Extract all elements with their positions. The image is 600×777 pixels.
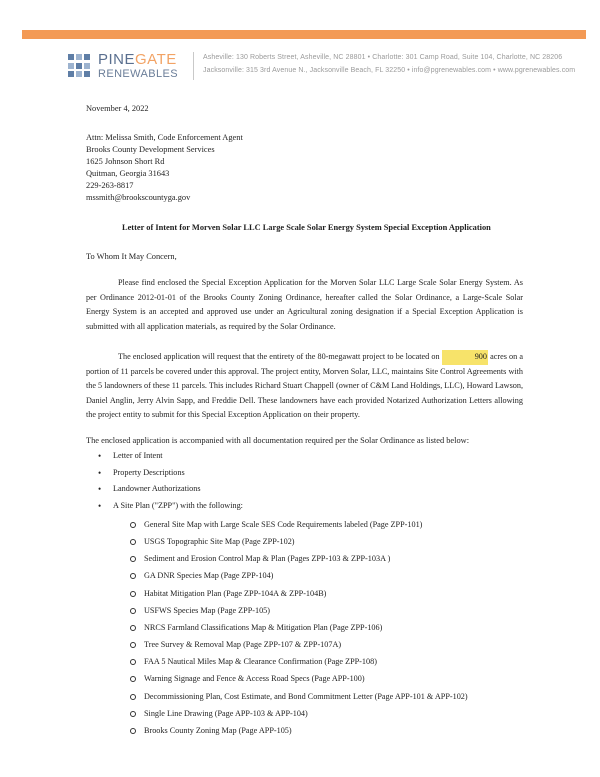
list-item: USFWS Species Map (Page ZPP-105) [128, 602, 468, 619]
paragraph-documentation: The enclosed application is accompanied with all documentation required per the Solar Ordinance as listed below: [86, 436, 470, 445]
list-item: GA DNR Species Map (Page ZPP-104) [128, 567, 468, 584]
recipient-email: mssmith@brookscountyga.gov [86, 193, 191, 202]
paragraph-project-text: The enclosed application will request that the entirety of the 80-megawatt project to be located on [118, 352, 442, 361]
header-address-line-1: Asheville: 130 Roberts Street, Asheville, NC 28801 • Charlotte: 301 Camp Road, Suite 104, Charlotte, NC 28206 [203, 54, 563, 61]
list-item: Sediment and Erosion Control Map & Plan (Pages ZPP-103 & ZPP-103A ) [128, 550, 468, 567]
recipient-line: Brooks County Development Services [86, 145, 215, 154]
list-item: USGS Topographic Site Map (Page ZPP-102) [128, 533, 468, 550]
paragraph-project-text: acres on a portion of 11 parcels be covered under this approval. The project entity, Morven Solar, LLC, maintains Site Control Agreements with the 5 landowners of these 11 parcels. This includes Richard Stuart Chappell (owner of C&M Land Holdings, LLC), Howard Lawson, Daniel Anglin, Jerry Alvin Sapp, and Freddie Dell. These landowners have each provided Notarized Authorization Letters allowing the project entity to submit for this Special Exception Application on their property. [86, 352, 523, 419]
recipient-line: Attn: Melissa Smith, Code Enforcement Agent [86, 133, 243, 142]
recipient-line: 1625 Johnson Short Rd [86, 157, 165, 166]
logo-subtitle: RENEWABLES [98, 68, 179, 80]
list-item: Brooks County Zoning Map (Page APP-105) [128, 722, 468, 739]
list-item: • Property Descriptions [95, 465, 243, 482]
list-item: Tree Survey & Removal Map (Page ZPP-107 & ZPP-107A) [128, 636, 468, 653]
documentation-list [95, 448, 243, 514]
list-item: Warning Signage and Fence & Access Road Specs (Page APP-100) [128, 670, 468, 687]
paragraph-project [86, 350, 523, 423]
salutation: To Whom It May Concern, [86, 252, 177, 261]
logo-grid-icon [68, 54, 92, 78]
list-item: • A Site Plan ("ZPP") with the following: [95, 498, 243, 515]
paragraph-intro: Please find enclosed the Special Exception Application for the Morven Solar LLC Large Scale Solar Energy System. As per Ordinance 2012-01-01 of the Brooks County Zoning Ordinance, hereafter called the Solar Ordinance, a Large-Scale Solar Energy System is an accepted and approved use under an Agricultural zoning designation if a Special Exception Application is submitted with all application materials, as required by the Solar Ordinance. [86, 278, 523, 331]
site-plan-list [128, 516, 468, 739]
recipient-line: 229-263-8817 [86, 181, 134, 190]
letter-date: November 4, 2022 [86, 104, 149, 113]
recipient-line: Quitman, Georgia 31643 [86, 169, 170, 178]
list-item: FAA 5 Nautical Miles Map & Clearance Confirmation (Page ZPP-108) [128, 653, 468, 670]
list-item: Single Line Drawing (Page APP-103 & APP-104) [128, 705, 468, 722]
list-item: Habitat Mitigation Plan (Page ZPP-104A & ZPP-104B) [128, 585, 468, 602]
list-item: General Site Map with Large Scale SES Code Requirements labeled (Page ZPP-101) [128, 516, 468, 533]
logo-wordmark [98, 52, 177, 68]
header-divider [193, 52, 194, 80]
header-address-line-2: Jacksonville: 315 3rd Avenue N., Jacksonville Beach, FL 32250 • info@pgrenewables.com • www.pgrenewables.com [203, 67, 576, 74]
list-item: Decommissioning Plan, Cost Estimate, and Bond Commitment Letter (Page APP-101 & APP-102) [128, 688, 468, 705]
header-accent-bar [22, 30, 586, 39]
highlighted-acreage: 900 [442, 350, 488, 365]
list-item: NRCS Farmland Classifications Map & Mitigation Plan (Page ZPP-106) [128, 619, 468, 636]
list-item: • Letter of Intent [95, 448, 243, 465]
logo-word-gate: GATE [135, 51, 177, 68]
letter-subject: Letter of Intent for Morven Solar LLC Large Scale Solar Energy System Special Exception Application [122, 223, 491, 232]
logo-word-pine: PINE [98, 51, 136, 68]
list-item: • Landowner Authorizations [95, 481, 243, 498]
company-logo [68, 53, 186, 81]
